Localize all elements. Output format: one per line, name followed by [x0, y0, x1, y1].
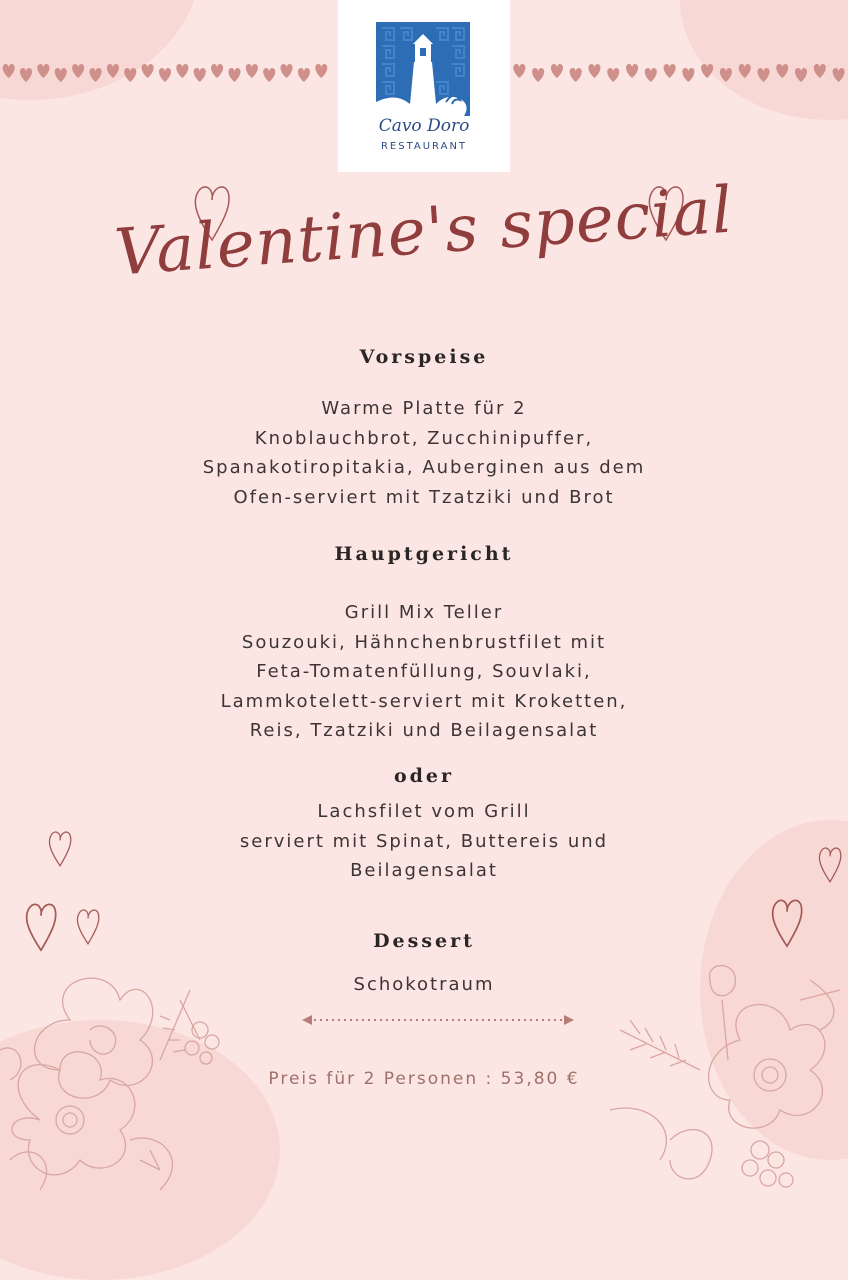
main-description [0, 598, 848, 746]
logo-name: Cavo Doro [378, 116, 470, 136]
garland-heart-icon [532, 68, 544, 82]
garland-heart-icon [211, 64, 223, 78]
garland-heart-icon [159, 68, 171, 82]
starter-line: Ofen-serviert mit Tzatziki und Brot [233, 486, 615, 508]
garland-heart-icon [298, 68, 310, 82]
garland-heart-icon [281, 64, 293, 78]
heart-outline-icon [768, 892, 806, 952]
garland-heart-icon [246, 64, 258, 78]
heart-outline-icon [816, 842, 844, 886]
garland-heart-icon [228, 68, 240, 82]
garland-heart-icon [664, 64, 676, 78]
garland-heart-icon [720, 68, 732, 82]
main-line: Souzouki, Hähnchenbrustfilet mit [241, 631, 607, 653]
garland-heart-icon [776, 64, 788, 78]
garland-heart-icon [626, 64, 638, 78]
garland-heart-icon [37, 64, 49, 78]
starter-heading: Vorspeise [359, 346, 489, 368]
garland-heart-icon [739, 64, 751, 78]
main-line: Lammkotelett-serviert mit Kroketten, [220, 690, 628, 712]
main-line: Grill Mix Teller [344, 602, 504, 623]
starter-line: Warme Platte für 2 [321, 398, 527, 419]
garland-heart-icon [89, 68, 101, 82]
dotted-divider [300, 1012, 576, 1028]
floral-decoration-left [0, 960, 250, 1200]
lighthouse-icon [376, 22, 470, 116]
garland-heart-icon [795, 68, 807, 82]
dessert-heading: Dessert [373, 930, 475, 952]
heart-outline-icon [46, 826, 74, 870]
garland-heart-icon [3, 64, 15, 78]
main-line: Feta-Tomatenfüllung, Souvlaki, [256, 661, 592, 682]
menu-title: Valentine's special [112, 173, 736, 291]
logo-subtitle: RESTAURANT [380, 141, 468, 152]
main-heading: Hauptgericht [334, 543, 514, 565]
garland-heart-icon [194, 68, 206, 82]
heart-outline-icon [22, 896, 60, 956]
garland-heart-icon [757, 68, 769, 82]
alternative-description [0, 797, 848, 886]
garland-heart-icon [176, 64, 188, 78]
garland-heart-icon [263, 68, 275, 82]
garland-heart-icon [814, 64, 826, 78]
garland-heart-icon [588, 64, 600, 78]
garland-heart-icon [72, 64, 84, 78]
starter-line: Knoblauchbrot, Zucchinipuffer, [254, 427, 594, 449]
garland-heart-icon [315, 64, 327, 78]
restaurant-logo [338, 0, 510, 172]
heart-garland-left-string [0, 52, 330, 92]
alternative-line: serviert mit Spinat, Buttereis und [239, 830, 609, 852]
starter-description [0, 394, 848, 512]
heart-outline-icon [74, 904, 102, 948]
garland-heart-icon [682, 68, 694, 82]
alternative-line: Beilagensalat [350, 860, 498, 881]
garland-heart-icon [833, 68, 845, 82]
garland-heart-icon [55, 68, 67, 82]
starter-line: Spanakotiropitakia, Auberginen aus dem [202, 457, 646, 478]
garland-heart-icon [142, 64, 154, 78]
garland-heart-icon [645, 68, 657, 82]
or-label: oder [393, 765, 455, 787]
garland-heart-icon [607, 68, 619, 82]
price-label: Preis für 2 Personen : 53,80 € [268, 1069, 580, 1089]
garland-heart-icon [20, 68, 32, 82]
dessert-line: Schokotraum [353, 974, 495, 995]
floral-decoration-right [610, 960, 848, 1200]
alternative-line: Lachsfilet vom Grill [317, 801, 531, 822]
main-line: Reis, Tzatziki und Beilagensalat [249, 720, 599, 741]
heart-garland-right-string [510, 52, 848, 92]
garland-heart-icon [551, 64, 563, 78]
garland-heart-icon [513, 64, 525, 78]
garland-heart-icon [124, 68, 136, 82]
garland-heart-icon [107, 64, 119, 78]
garland-heart-icon [701, 64, 713, 78]
garland-heart-icon [570, 68, 582, 82]
